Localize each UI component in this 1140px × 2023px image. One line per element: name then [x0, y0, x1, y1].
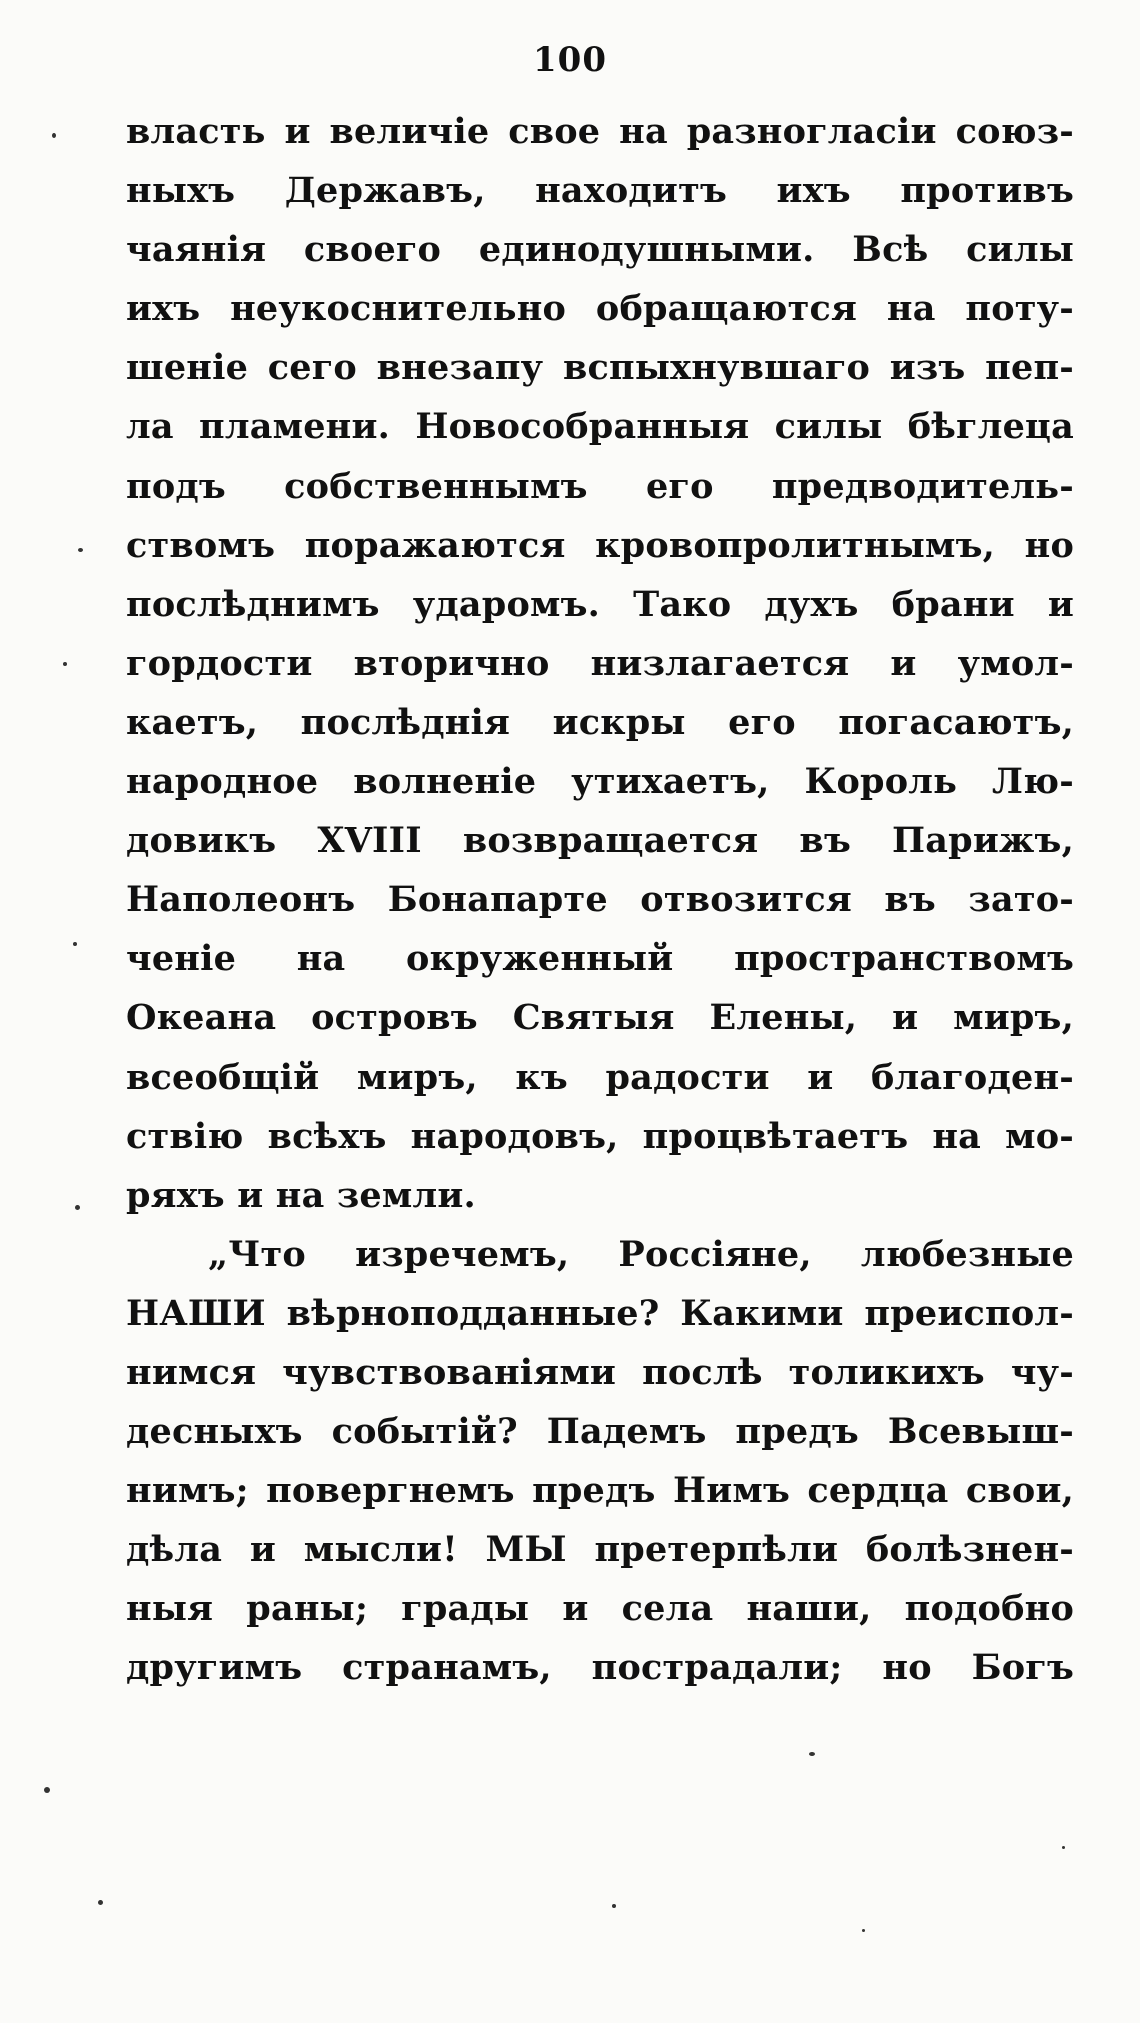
scan-speck [612, 1904, 616, 1908]
text-line: Океана островъ Святыя Елены, и миръ, [126, 997, 1074, 1039]
text-line: НАШИ вѣрноподданные? Какими преиспол- [126, 1292, 1074, 1334]
body-text [126, 102, 1074, 1698]
scan-speck [78, 548, 83, 552]
text-line: гордости вторично низлагается и умол- [126, 642, 1074, 684]
scan-speck [862, 1929, 865, 1932]
text-line: нимся чувствованіями послѣ толикихъ чу- [126, 1351, 1074, 1393]
scan-speck [75, 1205, 80, 1210]
text-line: другимъ странамъ, пострадали; но Богъ [126, 1647, 1074, 1689]
text-line: ла пламени. Новособранныя силы бѣглеца [126, 406, 1074, 448]
text-line: довикъ XVIII возвращается въ Парижъ, [126, 820, 1074, 862]
scan-speck [63, 662, 67, 666]
text-line: ствомъ поражаются кровопролитнымъ, но [126, 524, 1074, 566]
text-line: всеобщій миръ, къ радости и благоден- [126, 1056, 1074, 1098]
paragraph-start-line: „Что изречемъ, Россіяне, любезные [208, 1233, 1074, 1275]
text-line: подъ собственнымъ его предводитель- [126, 465, 1074, 507]
scan-speck [809, 1752, 815, 1756]
text-line: чаянія своего единодушными. Всѣ силы [126, 229, 1074, 271]
text-line: каетъ, послѣднія искры его погасаютъ, [126, 701, 1074, 743]
text-line: ихъ неукоснительно обращаются на поту- [126, 288, 1074, 330]
scan-speck [44, 1787, 50, 1793]
text-line: ныхъ Державъ, находитъ ихъ противъ [126, 170, 1074, 212]
text-line: дѣла и мысли! МЫ претерпѣли болѣзнен- [126, 1529, 1074, 1571]
scan-speck [1062, 1846, 1065, 1849]
page-number: 100 [533, 40, 607, 80]
text-line: нимъ; повергнемъ предъ Нимъ сердца свои, [126, 1470, 1074, 1512]
paragraph-end-line: ряхъ и на земли. [126, 1174, 476, 1216]
text-line: ствію всѣхъ народовъ, процвѣтаетъ на мо- [126, 1115, 1074, 1157]
text-line: послѣднимъ ударомъ. Тако духъ брани и [126, 583, 1074, 625]
scan-speck [73, 942, 77, 946]
text-line: шеніе сего внезапу вспыхнувшаго изъ пеп- [126, 347, 1074, 389]
text-line: ныя раны; грады и села наши, подобно [126, 1588, 1074, 1630]
scan-speck [52, 133, 56, 138]
text-line: десныхъ событій? Падемъ предъ Всевыш- [126, 1411, 1074, 1453]
scan-speck [98, 1900, 103, 1905]
text-line: Наполеонъ Бонапарте отвозится въ зато- [126, 879, 1074, 921]
text-line: ченіе на окруженный пространствомъ [126, 938, 1074, 980]
text-line: народное волненіе утихаетъ, Король Лю- [126, 761, 1074, 803]
text-line: власть и величіе свое на разногласіи союз- [126, 111, 1074, 152]
